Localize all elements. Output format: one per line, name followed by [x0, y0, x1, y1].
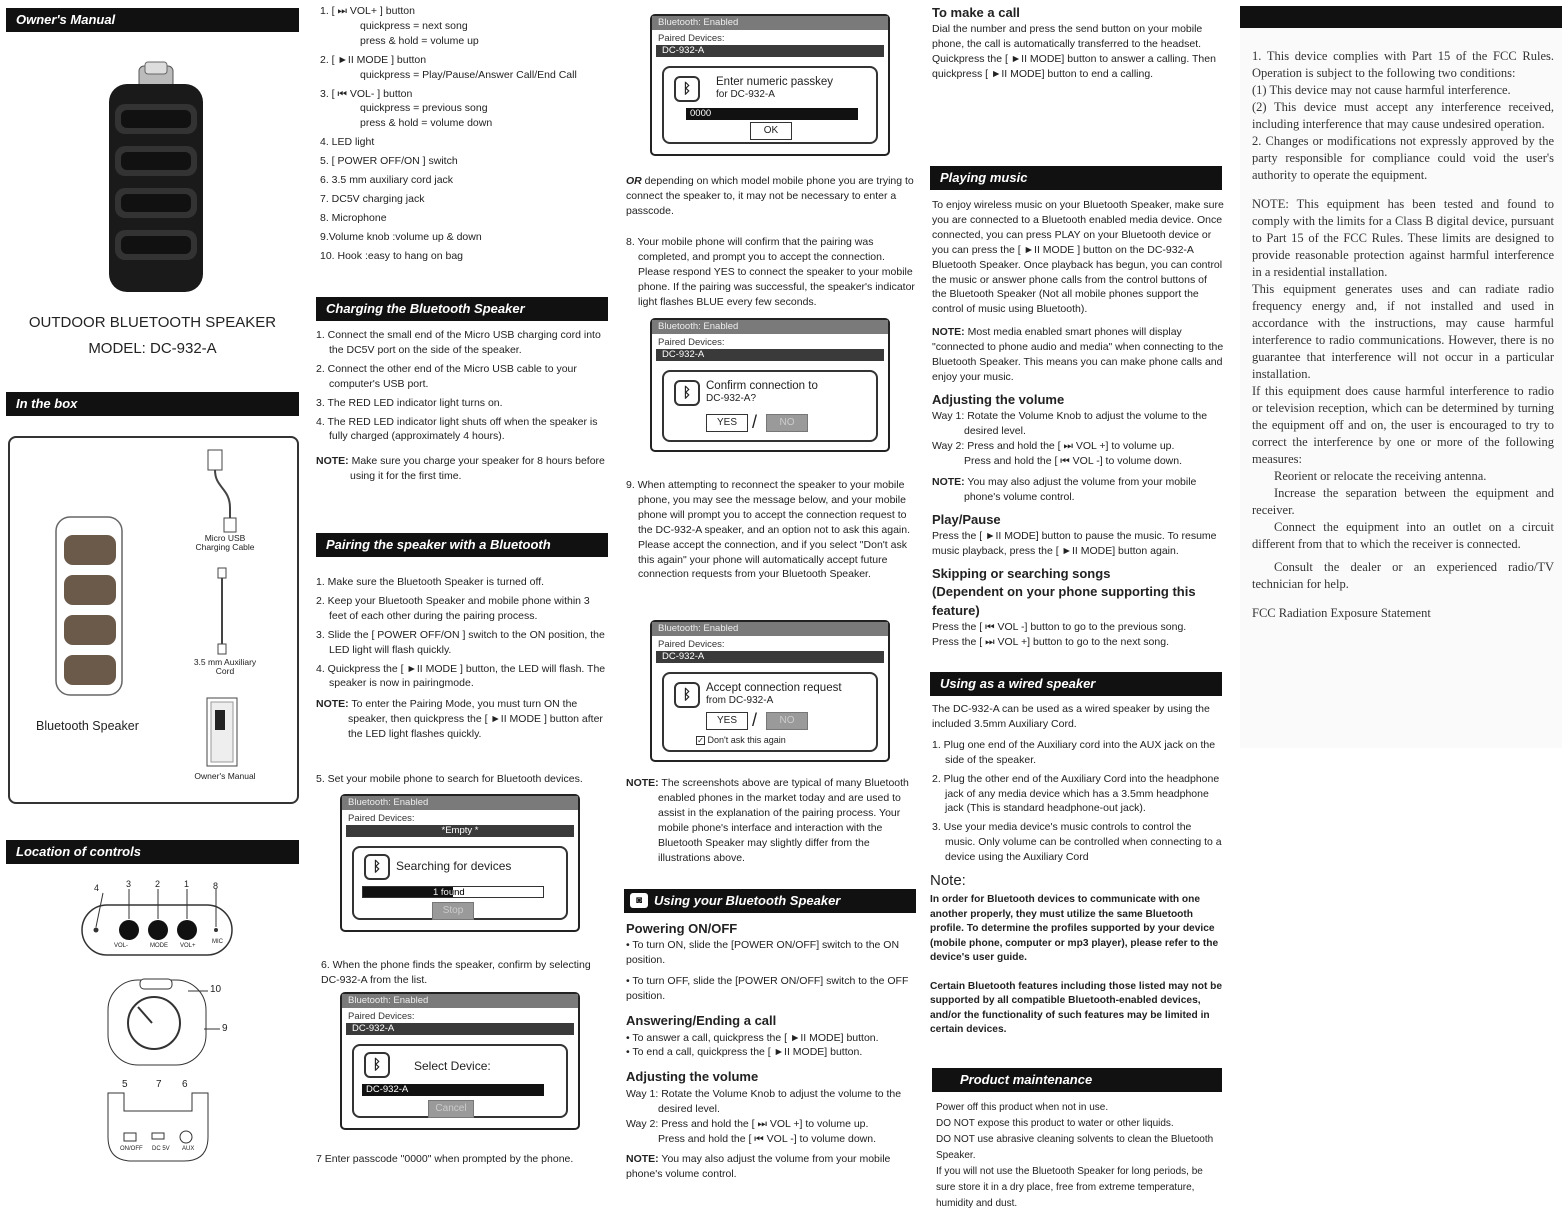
- control-item-7: 7. DC5V charging jack: [320, 192, 425, 205]
- wired-speaker-header: Using as a wired speaker: [930, 672, 1222, 696]
- device-list-item[interactable]: DC-932-A: [362, 1084, 544, 1096]
- label-onoff: ON/OFF: [120, 1146, 143, 1152]
- bluetooth-icon: ᛒ: [674, 682, 700, 708]
- playing-music-header: Playing music: [930, 166, 1222, 190]
- yes-button[interactable]: YES: [706, 414, 748, 432]
- callout-7: 7: [156, 1079, 162, 1090]
- stop-button[interactable]: Stop: [432, 902, 474, 920]
- callout-9: 9: [222, 1023, 228, 1034]
- in-the-box-panel: [8, 436, 299, 804]
- using-section: Powering ON/OFF • To turn ON, slide the [POWER ON/OFF] switch to the ON position. • To turn OFF, slide the [POWER ON/OFF] switch to the OFF position. Answering/Ending a call • To answer a call, quickpress the [ ►II MODE] button. • To end a call, quickpress the [ ►II MODE] button. Adjusting the volume Way 1: Rotate the Volume Knob to adjust the volume to the desired level. Way 2: Press and hold the [ ⏭ VOL +] to volume up. Press and hold the [ ⏮ VOL -] to volume down. NOTE: You may also adjust the volume from your mobile phone's volume control.: [626, 921, 909, 1181]
- control-item-3: 3. [ ⏮ VOL- ] button quickpress = previous song press & hold = volume down: [320, 87, 493, 130]
- location-of-controls-header: Location of controls: [6, 840, 299, 864]
- controls-diagram: [76, 875, 246, 1175]
- aux-cord-icon: [215, 566, 229, 656]
- maintenance-header: Product maintenance: [932, 1068, 1222, 1092]
- callout-1: 1: [184, 879, 190, 889]
- control-item-5: 5. [ POWER OFF/ON ] switch: [320, 155, 458, 168]
- box-item-usb: Micro USB Charging Cable: [195, 533, 255, 553]
- control-item-9: 9.Volume knob :volume up & down: [320, 230, 482, 243]
- phone-screen-passkey: Bluetooth: Enabled Paired Devices: DC-932-A ᛒ Enter numeric passkey for DC-932-A 0000 OK: [650, 14, 890, 156]
- playing-section: To enjoy wireless music on your Bluetooth Speaker, make sure you are connected to a Bluetooth enabled media device. Once connected, you can press PLAY on your Bluetooth device or you can press the [ ►II MODE ] button on the DC-932-A Bluetooth Speaker. Once playback has begun, you can control the music or answer phone calls from the control buttons of the Bluetooth Speaker (Not all mobile phones support the control of music using Bluetooth). NOTE: Most media enabled smart phones will display "connected to phone audio and media" when connecting to the Bluetooth Speaker. This means you can make phone calls and enjoy your music. Adjusting the volume Way 1: Rotate the Volume Knob to adjust the volume to the desired level. Way 2: Press and hold the [ ⏭ VOL +] to volume up. Press and hold the [ ⏮ VOL -] to volume down. NOTE: You may also adjust the volume from your mobile phone's volume control. Play/Pause Press the [ ►II MODE] button to pause the music. To resume music playback, press the [ ►II MODE] button again. Skipping or searching songs (Dependent on your phone supporting this feature) Press the [ ⏮ VOL -] button to go to the previous song. Press the [ ⏭ VOL +] button to go to the next song.: [932, 199, 1224, 649]
- usb-cable-icon: [200, 448, 240, 534]
- label-dc5v: DC 5V: [152, 1146, 170, 1152]
- control-item-1: 1. [ ⏭ VOL+ ] button quickpress = next song press & hold = volume up: [320, 5, 479, 47]
- control-item-6: 6. 3.5 mm auxiliary cord jack: [320, 174, 454, 187]
- bluetooth-icon: ᛒ: [674, 76, 700, 102]
- step-6: 6. When the phone finds the speaker, confirm by selecting DC-932-A from the list.: [321, 959, 591, 986]
- speaker-icon: ◙: [630, 893, 648, 908]
- owners-manual-header: Owner's Manual: [6, 8, 299, 32]
- callout-8: 8: [213, 881, 219, 891]
- cancel-button[interactable]: Cancel: [428, 1100, 474, 1118]
- phone-screen-confirm: Bluetooth: Enabled Paired Devices: DC-932-A ᛒ Confirm connection to DC-932-A? YES / NO: [650, 318, 890, 452]
- box-item-manual: Owner's Manual: [194, 771, 256, 781]
- callout-3: 3: [126, 879, 132, 889]
- pairing-steps: 1. Make sure the Bluetooth Speaker is turned off. 2. Keep your Bluetooth Speaker and mobile phone within 3 feet of each other during the pairing process. 3. Slide the [ POWER OFF/ON ] switch to the ON position, the LED light will flash quickly. 4. Quickpress the [ ►II MODE ] button, the LED will flash. The speaker is now in pairingmode. NOTE: To enter the Pairing Mode, you must turn ON the speaker, then quickpress the [ ►II MODE ] button after the LED light flashes quickly.: [316, 575, 608, 742]
- make-call-section: To make a call Dial the number and press the send button on your mobile phone, the call is automatically transferred to the headset. Quickpress the [ ►II MODE] button to answer a calling. Then quickpress [ ►II MODE] button to end a calling.: [932, 5, 1216, 81]
- charging-steps: 1. Connect the small end of the Micro USB charging cord into the DC5V port on the side of the speaker. 2. Connect the other end of the Micro USB cable to your computer's USB port. 3. The RED LED indicator light turns on. 4. The RED LED indicator light shuts off when the speaker is fully charged (approximately 4 hours). NOTE: Make sure you charge your speaker for 8 hours before using it for the first time.: [316, 328, 608, 484]
- step-8: 8. Your mobile phone will confirm that the pairing was completed, and prompt you to accept the connection. Please respond YES to connect the speaker to your mobile phone. If the pairing was successful, the speaker's indicator light flashes BLUE every few seconds.: [626, 236, 915, 308]
- callout-4: 4: [94, 883, 100, 893]
- phone-screen-search: Bluetooth: Enabled Paired Devices: *Empty * ᛒ Searching for devices 1 found Stop: [340, 794, 580, 932]
- callout-10: 10: [210, 984, 222, 995]
- wired-section: The DC-932-A can be used as a wired speaker by using the included 3.5mm Auxiliary Cord. 1. Plug one end of the Auxiliary cord into the AUX jack on the side of the speaker. 2. Plug the other end of the Auxiliary Cord into the headphone jack of any media device which has a 3.5mm headphone jack (This is standard headphone-out jack). 3. Use your media device's music controls to control the music. Only volume can be controlled when connecting to a device using the Auxiliary Cord: [932, 703, 1222, 864]
- pairing-header: Pairing the speaker with a Bluetooth enabled phone: [316, 533, 608, 557]
- callout-2: 2: [155, 879, 161, 889]
- column-5: [1240, 0, 1562, 1184]
- phone-screen-select: Bluetooth: Enabled Paired Devices: DC-932-A ᛒ Select Device: DC-932-A Cancel: [340, 992, 580, 1130]
- pairing-note: NOTE: To enter the Pairing Mode, you must turn ON the speaker, then quickpress the [ ►II MODE ] button after the LED light flashes quickly.: [316, 698, 603, 741]
- control-item-8: 8. Microphone: [320, 211, 387, 224]
- step-5: 5. Set your mobile phone to search for Bluetooth devices.: [316, 773, 583, 785]
- speaker-product-image: [101, 62, 211, 294]
- box-item-speaker: Bluetooth Speaker: [36, 719, 139, 733]
- passkey-input[interactable]: 0000: [686, 108, 858, 120]
- or-text: OR depending on which model mobile phone you are trying to connect the speaker to, it may not be necessary to enter a passcode.: [626, 175, 914, 217]
- control-item-10: 10. Hook :easy to hang on bag: [320, 249, 464, 262]
- screenshots-note: NOTE: The screenshots above are typical of many Bluetooth enabled phones in the market today and are used to assist in the explanation of the pairing process. Your mobile phone's interface and interaction with the Bluetooth Speaker may slightly differ from the illustrations above.: [626, 777, 909, 864]
- step-9: 9. When attempting to reconnect the speaker to your mobile phone, you may see the message below, and your mobile phone will prompt you to accept the connection request to the DC-932-A speaker, and an option not to ask this again. Please accept the connection, and if you select "Don't ask this again" your phone will automatically accept future connection requests from your Bluetooth Speaker.: [626, 479, 911, 581]
- label-aux: AUX: [182, 1146, 195, 1152]
- fcc-statement: 1. This device complies with Part 15 of the FCC Rules. Operation is subject to the following two conditions: (1) This device may not cause harmful interference. (2) This device must accept any interference received, including interference that may cause undesired operation. 2. Changes or modifications not expressly approved by the party responsible for compliance could void the user's authority to operate the equipment. NOTE: This equipment has been tested and found to comply with the limits for a Class B digital device, pursuant to Part 15 of the FCC Rules. These limits are designed to provide reasonable protection against harmful interference in a residential installation. This equipment generates uses and can radiate radio frequency energy and, if not installed and used in accordance with the instructions, may cause harmful interference to radio communications. However, there is no guarantee that interference will not occur in a particular installation. If this equipment does cause harmful interference to radio or television reception, which can be determined by turning the equipment off and on, the user is encouraged to try to correct the interference by one or more of the following measures: Reorient or relocate the receiving antenna. Increase the separation between the equipment and receiver. Connect the equipment into an outlet on a circuit different from that to which the receiver is connected. Consult the dealer or an experienced radio/TV technician for help. FCC Radiation Exposure Statement: [1252, 49, 1554, 620]
- using-header: ◙ Using your Bluetooth Speaker: [624, 889, 916, 913]
- in-the-box-header: In the box: [6, 392, 299, 416]
- ok-button[interactable]: OK: [750, 122, 792, 140]
- yes-button[interactable]: YES: [706, 712, 748, 730]
- dont-ask-checkbox[interactable]: ✓ Don't ask this again: [697, 735, 786, 746]
- search-progress-bar: 1 found: [362, 886, 544, 898]
- callout-5: 5: [122, 1079, 128, 1090]
- column-2: [312, 0, 610, 1184]
- box-item-aux: 3.5 mm Auxiliary Cord: [193, 657, 257, 677]
- callout-6: 6: [182, 1079, 188, 1090]
- note-section: Note: In order for Bluetooth devices to communicate with one another properly, they must utilize the same Bluetooth profile. To determine the profiles supported by your device (mobile phone, computer or mp3 player), please refer to the device's user guide. Certain Bluetooth features including those listed may not be supported by all compatible Bluetooth-enabled devices, and/or the functionality of such features may be limited in certain devices.: [930, 872, 1223, 1036]
- control-item-4: 4. LED light: [320, 136, 375, 149]
- charging-note: NOTE: Make sure you charge your speaker for 8 hours before using it for the first time.: [316, 455, 605, 483]
- label-vol-minus: VOL-: [114, 943, 129, 949]
- label-mic: MIC: [212, 939, 223, 945]
- label-mode: MODE: [150, 943, 168, 949]
- controls-list: [320, 4, 610, 268]
- no-button[interactable]: NO: [766, 712, 808, 730]
- column-4: [928, 0, 1226, 1209]
- model-number: MODEL: DC-932-A: [88, 340, 217, 357]
- bluetooth-icon: ᛒ: [364, 1052, 390, 1078]
- product-title: OUTDOOR BLUETOOTH SPEAKER: [28, 314, 277, 331]
- manual-booklet-icon: [205, 696, 239, 768]
- bluetooth-icon: ᛒ: [364, 854, 390, 880]
- charging-header: Charging the Bluetooth Speaker: [316, 297, 608, 321]
- column-3: [620, 0, 918, 1184]
- speaker-outline-image: [50, 513, 130, 698]
- no-button[interactable]: NO: [766, 414, 808, 432]
- maintenance-list: Power off this product when not in use. DO NOT expose this product to water or other liquids. DO NOT use abrasive cleaning solvents to clean the Bluetooth Speaker. If you will not use the Bluetooth Speaker for long periods, be sure store it in a dry place, free from extreme temperature, humidity and dust.: [936, 1102, 1214, 1209]
- column-1: [6, 0, 299, 1184]
- label-vol-plus: VOL+: [180, 943, 196, 949]
- phone-screen-accept: Bluetooth: Enabled Paired Devices: DC-932-A ᛒ Accept connection request from DC-932-A YES / NO ✓ Don't ask this again: [650, 620, 890, 762]
- step-7: 7 Enter passcode "0000" when prompted by the phone.: [316, 1153, 574, 1165]
- bluetooth-icon: ᛒ: [674, 380, 700, 406]
- fcc-header-bar: [1240, 6, 1562, 28]
- control-item-2: 2. [ ►II MODE ] button quickpress = Play/Pause/Answer Call/End Call: [320, 53, 577, 81]
